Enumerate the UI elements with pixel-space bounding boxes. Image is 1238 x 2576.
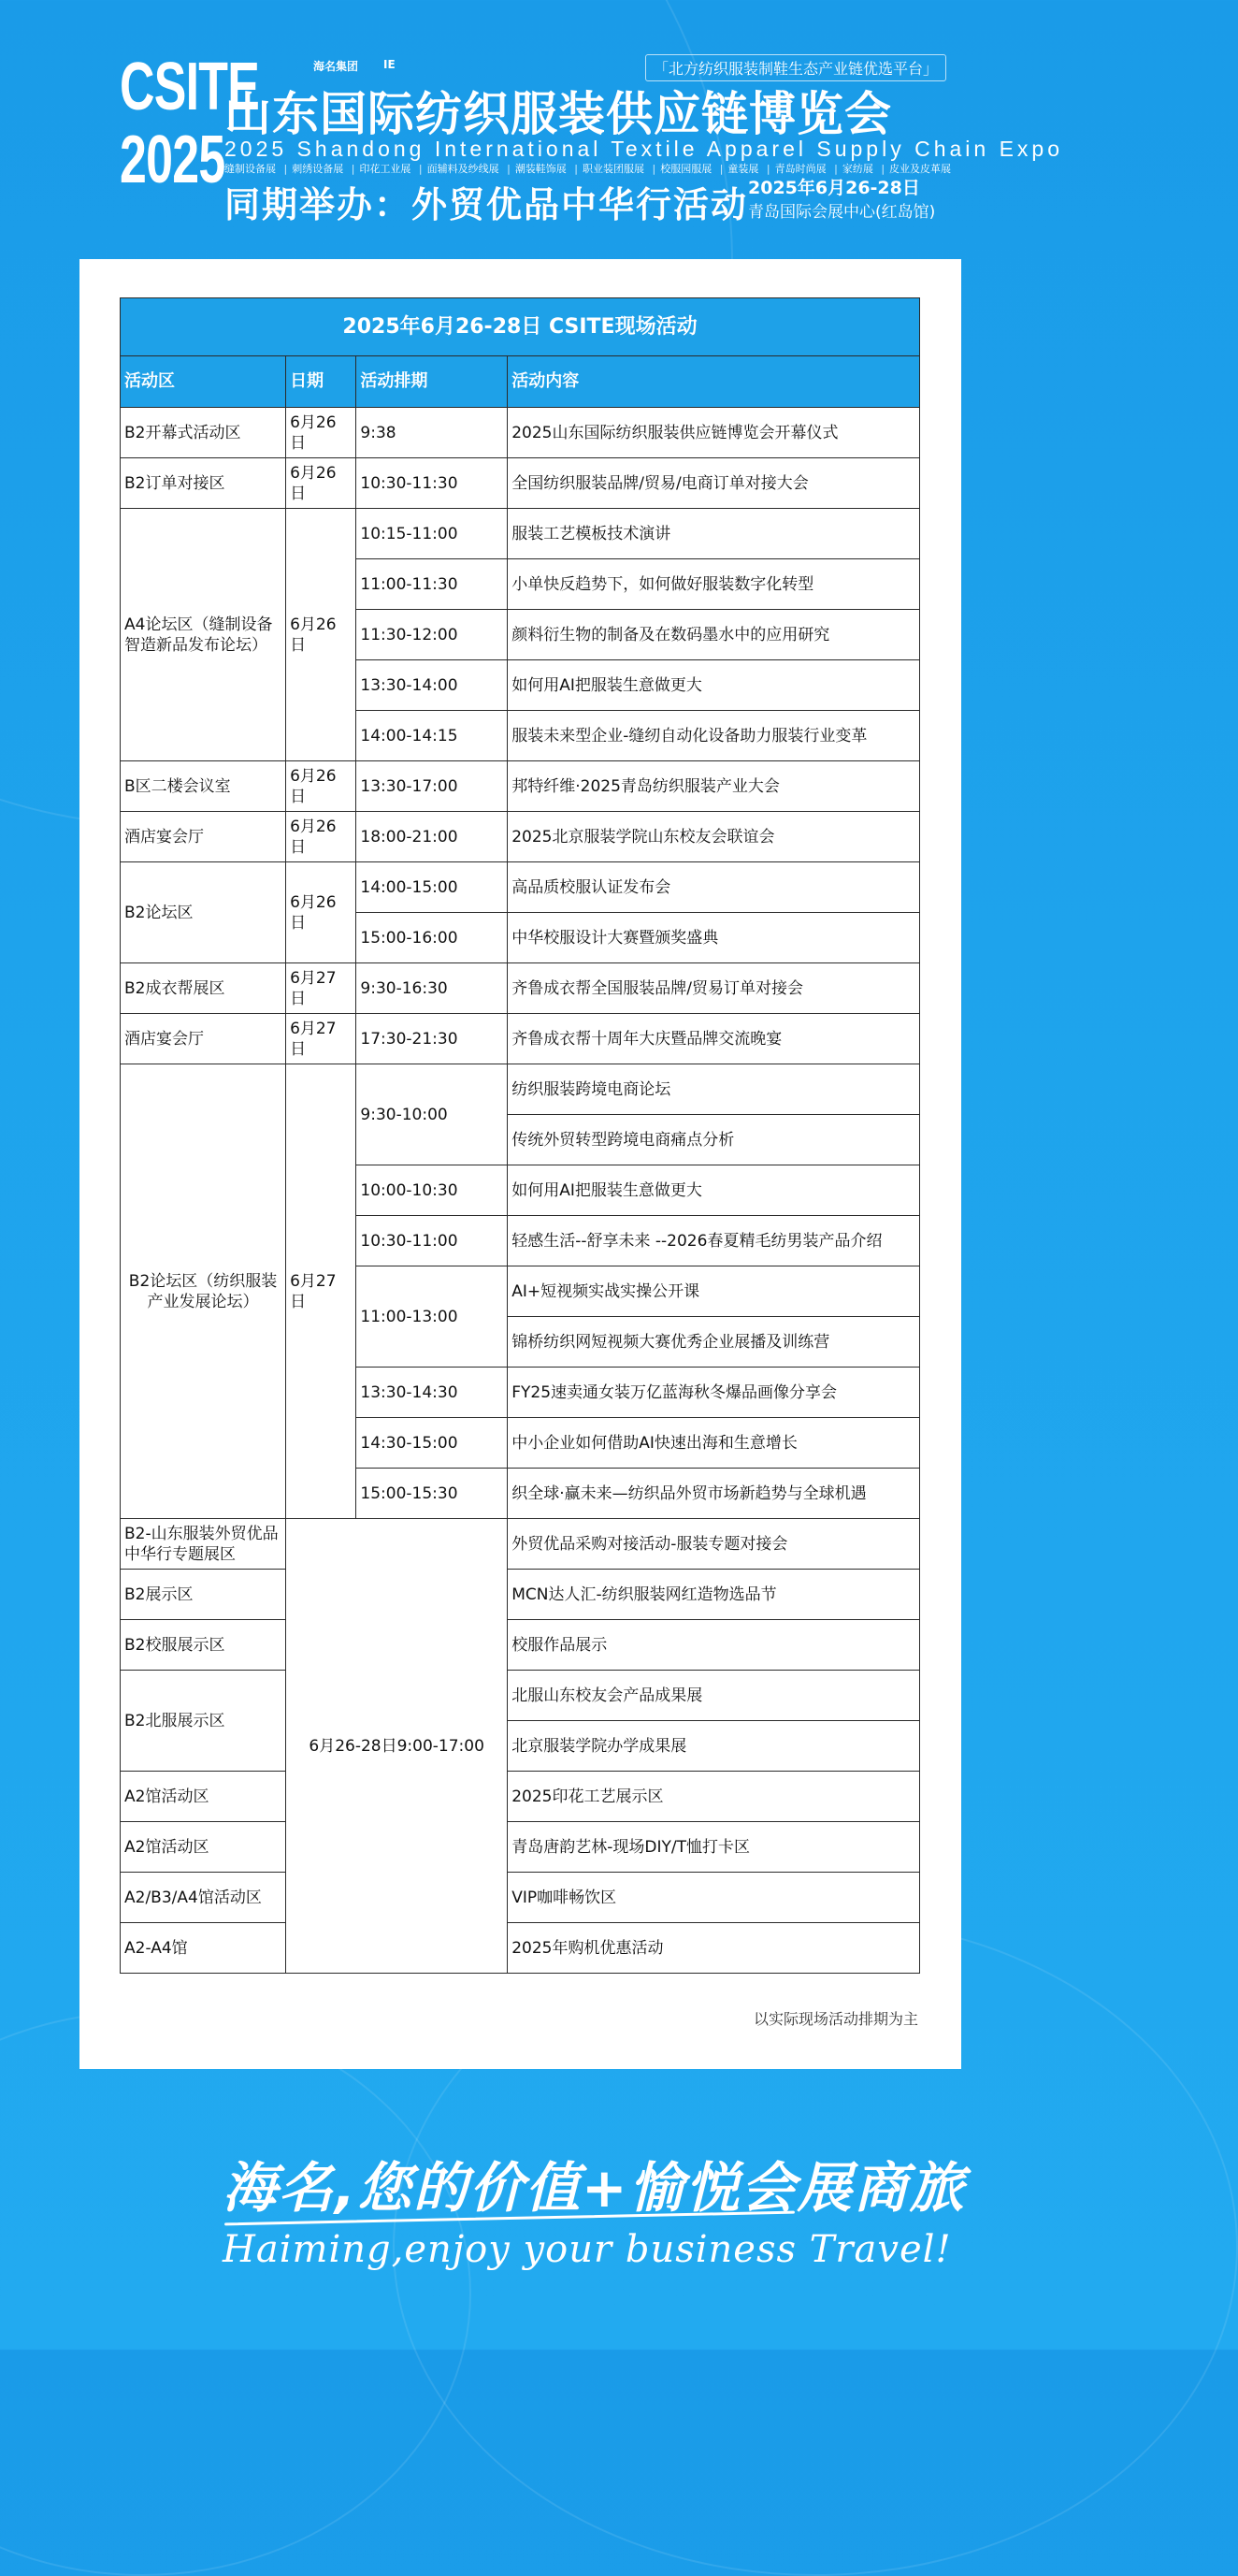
cell-area: B2订单对接区 xyxy=(121,458,286,509)
cell-item: 轻感生活--舒享未来 --2026春夏精毛纺男装产品介绍 xyxy=(508,1216,920,1266)
concurrent-event-title: 同期举办：外贸优品中华行活动 xyxy=(224,184,749,225)
cell-area: B2成衣帮展区 xyxy=(121,963,286,1014)
table-row xyxy=(121,509,920,559)
cell-area: A2馆活动区 xyxy=(121,1772,286,1822)
cell-area: B2展示区 xyxy=(121,1570,286,1620)
cell-item: 小单快反趋势下，如何做好服装数字化转型 xyxy=(508,559,920,610)
cell-item: 北服山东校友会产品成果展 xyxy=(508,1671,920,1721)
cell-item: 全国纺织服装品牌/贸易/电商订单对接大会 xyxy=(508,458,920,509)
table-header-row xyxy=(121,356,920,408)
brand-slogan: 海名,您的价值+愉悦会展商旅 xyxy=(223,2156,966,2220)
table-row xyxy=(121,963,920,1014)
brand-slogan-english: Haiming,enjoy your business Travel! xyxy=(223,2228,952,2271)
cell-time: 14:00-15:00 xyxy=(356,862,508,913)
cell-area: B2北服展示区 xyxy=(121,1671,286,1772)
cell-area: A2/B3/A4馆活动区 xyxy=(121,1873,286,1923)
cell-date: 6月26日 xyxy=(286,761,356,812)
cell-area: B2校服展示区 xyxy=(121,1620,286,1671)
cell-time: 11:30-12:00 xyxy=(356,610,508,660)
cell-time: 15:00-16:00 xyxy=(356,913,508,963)
cell-date: 6月26日 xyxy=(286,408,356,458)
schedule-panel xyxy=(79,259,961,2069)
cell-time: 18:00-21:00 xyxy=(356,812,508,862)
category-item: 家纺展 | xyxy=(842,163,885,175)
cell-item: 纺织服装跨境电商论坛 xyxy=(508,1064,920,1115)
category-item: 童装展 | xyxy=(727,163,770,175)
cell-item: 青岛唐韵艺林-现场DIY/T恤打卡区 xyxy=(508,1822,920,1873)
expo-title: 山东国际纺织服装供应链博览会 xyxy=(224,87,892,141)
cell-item: MCN达人汇-纺织服装网红造物选品节 xyxy=(508,1570,920,1620)
cell-item: 织全球·赢未来—纺织品外贸市场新趋势与全球机遇 xyxy=(508,1469,920,1519)
cell-item: 北京服装学院办学成果展 xyxy=(508,1721,920,1772)
table-row xyxy=(121,458,920,509)
table-row xyxy=(121,862,920,913)
cell-item: 外贸优品采购对接活动-服装专题对接会 xyxy=(508,1519,920,1570)
cell-time: 10:00-10:30 xyxy=(356,1165,508,1216)
category-item: 潮装鞋饰展 | xyxy=(515,163,578,175)
cell-item: AI+短视频实战实操公开课 xyxy=(508,1266,920,1317)
expo-title-english: 2025 Shandong International Textile Apparel Supply Chain Expo xyxy=(224,137,1063,161)
category-item: 皮业及皮革展 xyxy=(889,163,952,175)
cell-date: 6月27日 xyxy=(286,1064,356,1519)
cell-time: 13:30-17:00 xyxy=(356,761,508,812)
category-item: 职业装团服展 | xyxy=(583,163,655,175)
cell-area: B2论坛区 xyxy=(121,862,286,963)
header-area: 活动区 xyxy=(121,356,286,408)
table-row xyxy=(121,1923,920,1974)
table-row xyxy=(121,761,920,812)
schedule-note: 以实际现场活动排期为主 xyxy=(753,2010,918,2028)
cell-time: 15:00-15:30 xyxy=(356,1469,508,1519)
header-time: 活动排期 xyxy=(356,356,508,408)
cell-time: 11:00-11:30 xyxy=(356,559,508,610)
cell-date: 6月27日 xyxy=(286,963,356,1014)
cell-item: 2025印花工艺展示区 xyxy=(508,1772,920,1822)
cell-area: B2-山东服装外贸优品中华行专题展区 xyxy=(121,1519,286,1570)
cell-area: B2开幕式活动区 xyxy=(121,408,286,458)
platform-tag: 「北方纺织服装制鞋生态产业链优选平台」 xyxy=(645,54,946,81)
expo-header xyxy=(0,0,1063,253)
brand-footer xyxy=(0,2069,1010,2350)
cell-time: 17:30-21:30 xyxy=(356,1014,508,1064)
cell-area: 酒店宴会厅 xyxy=(121,812,286,862)
header-item: 活动内容 xyxy=(508,356,920,408)
cell-time: 13:30-14:30 xyxy=(356,1368,508,1418)
cell-date: 6月26日 xyxy=(286,458,356,509)
cell-item: 齐鲁成衣帮全国服装品牌/贸易订单对接会 xyxy=(508,963,920,1014)
cell-item: 高品质校服认证发布会 xyxy=(508,862,920,913)
csite-logo-text: CSITE xyxy=(120,50,260,124)
cell-item: FY25速卖通女装万亿蓝海秋冬爆品画像分享会 xyxy=(508,1368,920,1418)
cell-time: 11:00-13:00 xyxy=(356,1266,508,1368)
cell-item: 锦桥纺织网短视频大赛优秀企业展播及训练营 xyxy=(508,1317,920,1368)
category-item: 缝制设备展 | xyxy=(224,163,287,175)
cell-time: 13:30-14:00 xyxy=(356,660,508,711)
cell-time: 9:38 xyxy=(356,408,508,458)
cell-area: A2馆活动区 xyxy=(121,1822,286,1873)
cell-date: 6月26日 xyxy=(286,862,356,963)
cell-area: B区二楼会议室 xyxy=(121,761,286,812)
table-row xyxy=(121,1064,920,1115)
cell-item: 2025年购机优惠活动 xyxy=(508,1923,920,1974)
table-row xyxy=(121,1873,920,1923)
category-item: 刺绣设备展 | xyxy=(292,163,354,175)
schedule-table xyxy=(120,297,920,1974)
partner-logo-ie: IE xyxy=(383,58,396,71)
cell-date: 6月27日 xyxy=(286,1014,356,1064)
cell-time: 10:15-11:00 xyxy=(356,509,508,559)
cell-item: 中小企业如何借助AI快速出海和生意增长 xyxy=(508,1418,920,1469)
category-item: 校服园服展 | xyxy=(660,163,723,175)
cell-time: 14:30-15:00 xyxy=(356,1418,508,1469)
cell-time: 9:30-16:30 xyxy=(356,963,508,1014)
table-row xyxy=(121,408,920,458)
cell-area: 酒店宴会厅 xyxy=(121,1014,286,1064)
table-row xyxy=(121,1822,920,1873)
table-row xyxy=(121,1620,920,1671)
cell-time: 9:30-10:00 xyxy=(356,1064,508,1165)
category-item: 青岛时尚展 | xyxy=(775,163,838,175)
table-row xyxy=(121,1519,920,1570)
cell-item: 齐鲁成衣帮十周年大庆暨品牌交流晚宴 xyxy=(508,1014,920,1064)
cell-item: 2025山东国际纺织服装供应链博览会开幕仪式 xyxy=(508,408,920,458)
cell-item: 服装未来型企业-缝纫自动化设备助力服装行业变革 xyxy=(508,711,920,761)
expo-date: 2025年6月26-28日 xyxy=(748,178,920,198)
cell-item: 如何用AI把服装生意做更大 xyxy=(508,1165,920,1216)
table-row xyxy=(121,1671,920,1721)
cell-area: A4论坛区（缝制设备智造新品发布论坛） xyxy=(121,509,286,761)
cell-date: 6月26日 xyxy=(286,812,356,862)
cell-item: 中华校服设计大赛暨颁奖盛典 xyxy=(508,913,920,963)
cell-date-time: 6月26-28日9:00-17:00 xyxy=(286,1519,508,1974)
category-item: 面辅料及纱线展 | xyxy=(427,163,511,175)
cell-item: 2025北京服装学院山东校友会联谊会 xyxy=(508,812,920,862)
cell-date: 6月26日 xyxy=(286,509,356,761)
header-date: 日期 xyxy=(286,356,356,408)
cell-time: 10:30-11:30 xyxy=(356,458,508,509)
cell-time: 14:00-14:15 xyxy=(356,711,508,761)
partner-logo-haiming: 海名集团 xyxy=(313,60,359,73)
cell-area: B2论坛区（纺织服装产业发展论坛） xyxy=(121,1064,286,1519)
cell-item: 服装工艺模板技术演讲 xyxy=(508,509,920,559)
table-row xyxy=(121,1014,920,1064)
cell-item: 颜料衍生物的制备及在数码墨水中的应用研究 xyxy=(508,610,920,660)
cell-item: 邦特纤维·2025青岛纺织服装产业大会 xyxy=(508,761,920,812)
cell-item: VIP咖啡畅饮区 xyxy=(508,1873,920,1923)
category-item: 印花工业展 | xyxy=(359,163,422,175)
cell-item: 如何用AI把服装生意做更大 xyxy=(508,660,920,711)
table-row xyxy=(121,812,920,862)
expo-venue: 青岛国际会展中心(红岛馆) xyxy=(748,203,936,222)
csite-logo-year: 2025 xyxy=(120,123,225,197)
table-row xyxy=(121,1570,920,1620)
cell-item: 校服作品展示 xyxy=(508,1620,920,1671)
cell-area: A2-A4馆 xyxy=(121,1923,286,1974)
cell-time: 10:30-11:00 xyxy=(356,1216,508,1266)
schedule-banner: 2025年6月26-28日 CSITE现场活动 xyxy=(121,298,920,356)
cell-item: 传统外贸转型跨境电商痛点分析 xyxy=(508,1115,920,1165)
table-row xyxy=(121,1772,920,1822)
